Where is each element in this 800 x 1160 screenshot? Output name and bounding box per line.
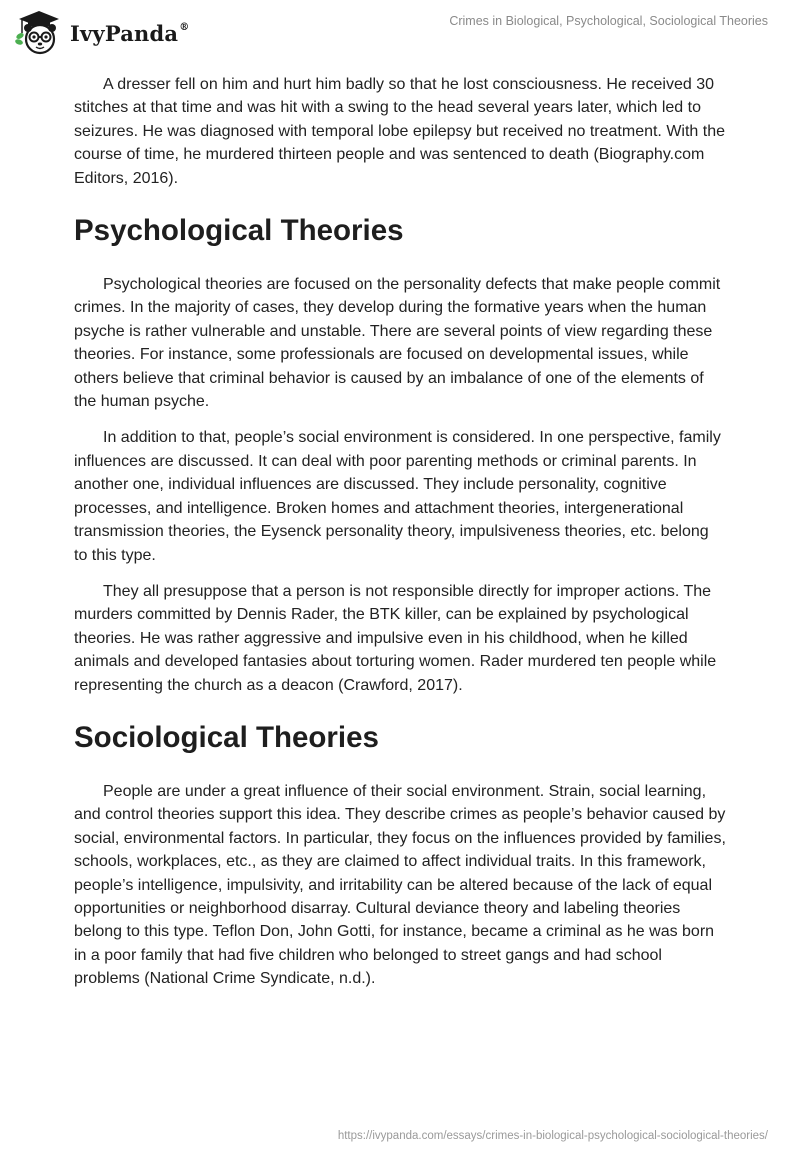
- page-header: [0, 0, 800, 64]
- paragraph: People are under a great influence of their social environment. Strain, social learning, and control theories support this idea. They describe crimes as people’s behavior caused by social, environmental factors. In particular, they focus on the influences provided by families, schools, workplaces, etc., as they are claimed to affect individual traits. In this framework, people’s intelligence, impulsivity, and irritability can be altered because of the lack of equal opportunities or neighborhood disarray. Cultural deviance theory and labeling theories belong to this type. Teflon Don, John Gotti, for instance, became a criminal as he was born in a poor family that had five children who belonged to street gangs and had school problems (National Crime Syndicate, n.d.).: [74, 782, 726, 988]
- section-heading-psychological: Psychological Theories: [74, 214, 404, 248]
- paragraph: Psychological theories are focused on the personality defects that make people commit crimes. In the majority of cases, they develop during the formative years when the human psyche is rather vulnerable and unstable. There are several points of view regarding these theories. For instance, some professionals are focused on developmental issues, while others believe that criminal behavior is caused by an imbalance of one of the elements of the human psyche.: [74, 276, 721, 411]
- paragraph: They all presuppose that a person is not responsible directly for improper actions. The murders committed by Dennis Rader, the BTK killer, can be explained by psychological theories. He was rather aggressive and impulsive even in his childhood, when he killed animals and developed fantasies about torturing women. Rader murdered ten people while representing the church as a deacon (Crawford, 2017).: [74, 582, 717, 694]
- article-body: [74, 73, 726, 1004]
- intro-paragraph: A dresser fell on him and hurt him badly so that he lost consciousness. He received 30 stitches at that time and was hit with a swing to the head several years later, which led to seizures. He was diagnosed with temporal lobe epilepsy but received no treatment. With the course of time, he murdered thirteen people and was sentenced to death (Biography.com Editors, 2016).: [74, 76, 726, 187]
- paragraph: In addition to that, people’s social environment is considered. In one perspective, family influences are discussed. It can deal with poor parenting methods or criminal parents. In another one, individual influences are discussed. They include personality, cognitive processes, and intelligence. Broken homes and attachment theories, intergenerational transmission theories, the Eysenck personality theory, impulsiveness theories, etc. belong to this type.: [74, 429, 721, 564]
- document-title: Crimes in Biological, Psychological, Sociological Theories: [449, 14, 768, 28]
- panda-mascot-icon: [14, 9, 64, 55]
- brand-logo[interactable]: [14, 8, 189, 56]
- source-url-link[interactable]: https://ivypanda.com/essays/crimes-in-biological-psychological-sociological-theories/: [337, 1130, 768, 1142]
- brand-name: IvyPanda®: [70, 20, 190, 46]
- section-heading-sociological: Sociological Theories: [74, 720, 379, 754]
